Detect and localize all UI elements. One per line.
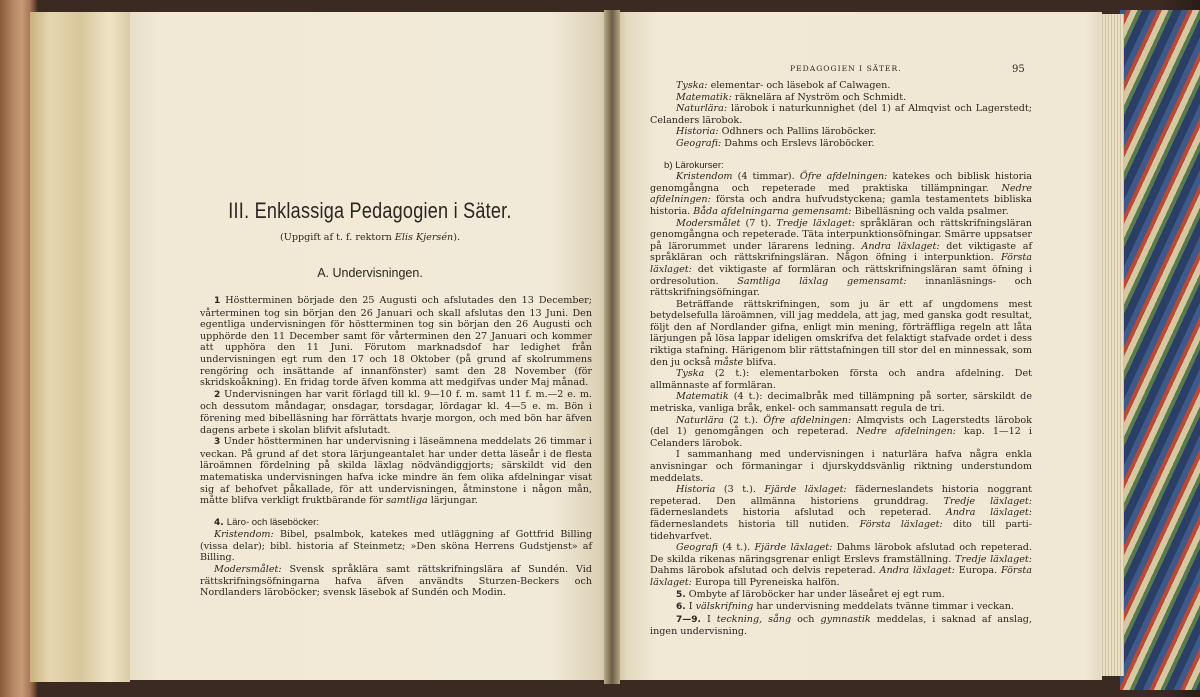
book-tyska: Tyska: elementar- och läsebok af Calwagen. [676,80,891,91]
paragraph-4-heading: 4. Läro- och läseböcker: [214,516,320,528]
paragraph-rattskrifning: Beträffande rättskrifningen, som ju är ett af ungdomens mest betydelsefulla läroämnen, vill jag meddela, att jag, med ganska godt resultat, följt den af Nordlander gifna, enligt min mening, förträffliga regeln att låta lärjungen på lösa lappar ideligen omskrifva det felaktigt stafvade ordet i dess riktiga stafning. Härigenom blir rättstafningen till stor del en minnessak, som den ju också måste blifva. [650,298,1032,368]
paragraph-7-9: 7—9. I teckning, sång och gymnastik meddelas, i saknad af anslag, ingen undervisning. [650,613,1032,638]
paragraph-1: 1 Höstterminen började den 25 Augusti och afslutades den 13 December; vårterminen tog sin början den 26 Januari och skall afslutas den 13 Juni. Den egentliga undervisningen för höstterminen tog sin början den 26 Augusti och upphörde den 11 December samt för vårterminen den 27 Januari och kommer att upphöra den 11 Juni. Förutom marknadsdof har ledighet från undervisningen egt rum den 17 och 18 Oktober (på grund af skolrummens rengöring och insättande af innanfönster) samt den 28 November (för skridskoåkning). En fridag torde äfven komma att medgifvas under Maj månad. [200,295,592,389]
paragraph-2: 2 Undervisningen har varit förlagd till kl. 9—10 f. m. samt 11 f. m.—2 e. m. och dessutom måndagar, onsdagar, torsdagar, lördagar kl. 4—5 e. m. Bön i förening med bibelläsning har förrättats hvarje morgon, och med bön har äfven dagens arbete i skolan blifvit afslutadt. [200,388,592,436]
paragraph-4a: Kristendom: Bibel, psalmbok, katekes med utläggning af Gottfrid Billing (vissa delar); bibl. historia af Steinmetz; »Den sköna Herrens Gudstjenst» af Billing. [200,529,592,564]
book-gutter [604,10,620,684]
course-tyska: Tyska (2 t.): elementarboken första och andra afdelning. Det allmännaste af formläran. [650,368,1032,391]
chapter-subtitle: (Uppgift af t. f. rektorn Elis Kjersén). [280,232,460,243]
course-kristendom: Kristendom (4 timmar). Öfre afdelningen: katekes och biblisk historia genomgångna och repeterade med praktiska tillämpningar. Nedre afdelningen: första och andra hufvudstyckena; gamla testamentets bibliska historia. Båda afdelningarna gemensamt: Bibelläsning och valda psalmer. [650,171,1032,217]
right-body [650,80,1032,638]
section-heading: A. Undervisningen. [317,266,423,280]
section-b-heading: b) Lärokurser: [664,159,724,171]
chapter-title: III. Enklassiga Pedagogien i Säter. [228,198,512,223]
course-naturlara: Naturlära (2 t.). Öfre afdelningen: Almqvists och Lagerstedts lärobok (del 1) genomgången och repeterad. Nedre afdelningen: kap. 1—12 i Celanders lärobok. [650,414,1032,449]
paragraph-5: 5. Ombyte af läroböcker har under läseåret ej egt rum. [676,588,945,600]
book-geografi: Geografi: Dahms och Erslevs läroböcker. [676,137,875,149]
paragraph-sammanhang: I sammanhang med undervisningen i naturlära hafva några enkla anvisningar och förmaningar i djurskyddsvänlig riktning understundom meddelats. [650,449,1032,484]
book-naturlara: Naturlära: lärobok i naturkunnighet (del 1) af Almqvist och Lagerstedt; Celanders lärobok. [650,103,1032,126]
page-edges-right [1100,14,1124,676]
paragraph-4b: Modersmålet: Svensk språklära samt rättskrifningslära af Sundén. Vid rättskrifningsöfningarna hafva äfven användts Sturzen-Beckers och Nordlanders läroböcker; svensk läsebok af Sundén och Modin. [200,564,592,599]
running-header: PEDAGOGIEN I SÄTER. [790,64,902,73]
course-matematik: Matematik (4 t.): decimalbråk med tillämpning på sorter, särskildt de metriska, vanliga bråk, enkel- och sammansatt regula de tri. [650,391,1032,415]
paragraph-3: 3 Under höstterminen har undervisning i läseämnena meddelats 26 timmar i veckan. På grund af det stora lärjungeantalet har under detta läseår i de flesta läroämnen fördelning på skilda läxlag nödvändiggjorts; särskildt vid den matematiska undervisningen hafva icke mindre än fem olika afdelningar visat sig af behofvet påkallade, för att undervisningen, åtminstone i någon mån, måtte blifva verkligt fruktbärande för samtliga lärjungar. [200,436,592,507]
marbled-cover [1120,10,1200,690]
book-matematik: Matematik: räknelära af Nyström och Schmidt. [676,91,907,103]
course-historia: Historia (3 t.). Fjärde läxlaget: fäderneslandets historia noggrant repeterad. Den allmänna historiens grunddrag. Tredje läxlaget: fäderneslandets historia afslutad och repeterad. Andra läxlaget: fäderneslandets historia till nutiden. Första läxlaget: dito till parti-tidehvarfvet. [650,484,1032,542]
course-geografi: Geografi (4 t.). Fjärde läxlaget: Dahms lärobok afslutad och repeterad. De skilda rikenas näringsgrenar enligt Erslevs framställning. Tredje läxlaget: Dahms lärobok afslutad och delvis repeterad. Andra läxlaget: Europa. Första läxlaget: Europa till Pyreneiska halfön. [650,542,1033,588]
book-historia: Historia: Odhners och Pallins läroböcker. [676,126,877,138]
course-modersmalet: Modersmålet (7 t). Tredje läxlaget: språkläran och rättskrifningsläran genomgångna och repeterade. Täta interpunktionsöfningar. Smärre uppsatser på lärorummet under lärarens ledning. Andra läxlaget: det viktigaste af språkläran och rättskrifningsläran. Någon öfning i interpunktion. Första läxlaget: det viktigaste af formläran och rättskrifningsläran samt öfning i ordresolution. Samtliga läxlag gemensamt: innanläsnings- och rättskrifningsöfningar. [650,217,1033,299]
page-number: 95 [1012,64,1025,75]
paragraph-6: 6. I välskrifning har undervisning meddelats tvänne timmar i veckan. [676,601,1014,613]
left-body [200,295,592,599]
page-edges-left [30,12,130,682]
